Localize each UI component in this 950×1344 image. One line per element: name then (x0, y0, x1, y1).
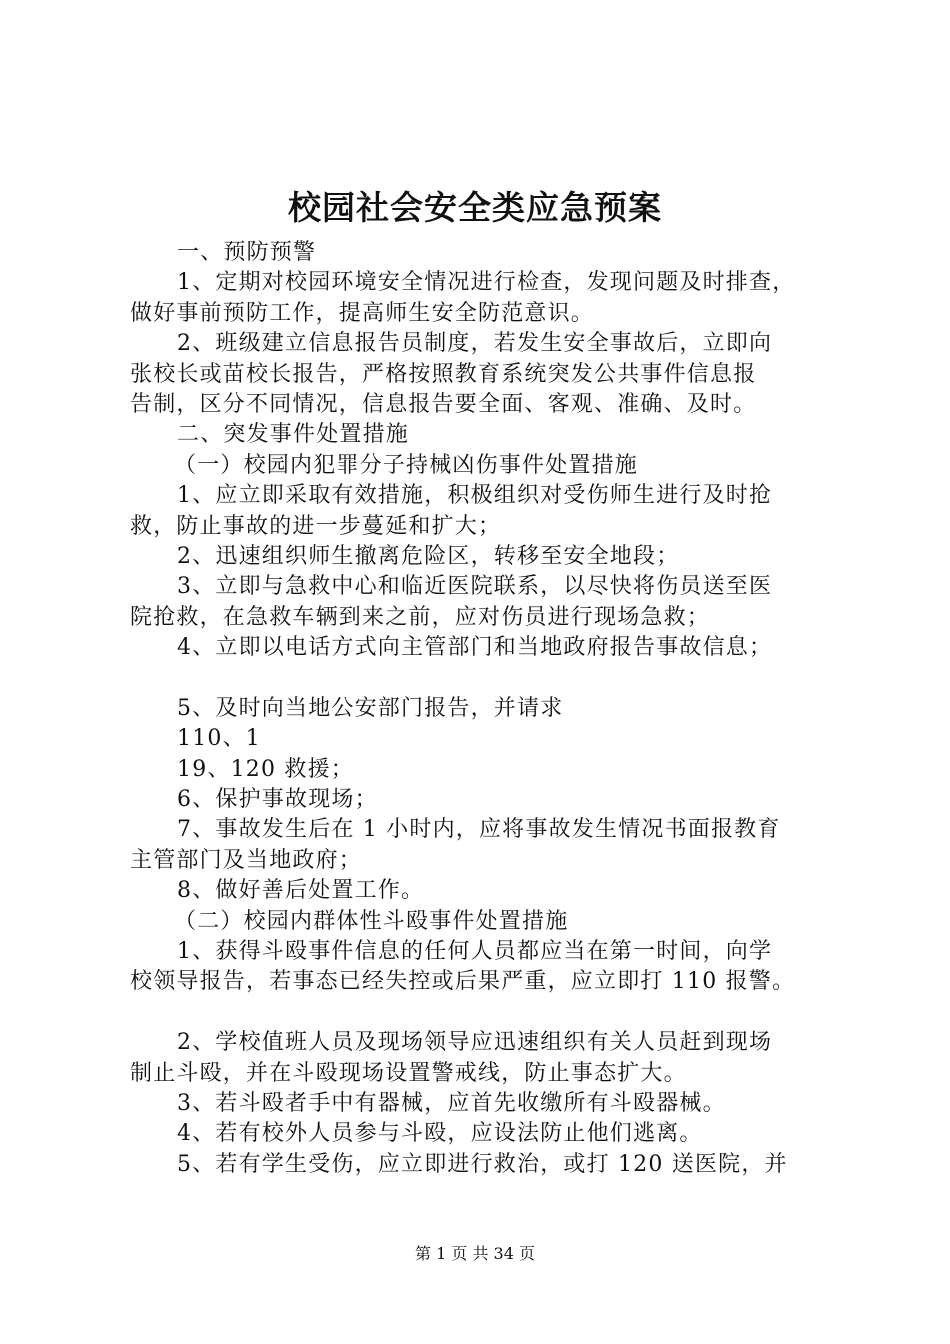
paragraph-line: 4、若有校外人员参与斗殴，应设法防止他们逃离。 (177, 1121, 703, 1147)
blank-line (130, 663, 845, 693)
paragraph-line: 1、应立即采取有效措施，积极组织对受伤师生进行及时抢 (177, 483, 773, 509)
blank-line (130, 998, 845, 1028)
paragraph-line: 19、120 救援； (177, 756, 354, 782)
paragraph-line: 1、定期对校园环境安全情况进行检查，发现问题及时排查， (177, 270, 796, 296)
paragraph-line: 4、立即以电话方式向主管部门和当地政府报告事故信息； (177, 635, 773, 661)
paragraph-line: 8、做好善后处置工作。 (177, 878, 425, 904)
page-number-footer: 第 1 页 共 34 页 (415, 1244, 535, 1263)
paragraph-line: 做好事前预防工作，提高师生安全防范意识。 (130, 300, 595, 326)
paragraph-line: 救，防止事故的进一步蔓延和扩大； (130, 513, 502, 539)
paragraph-line: 2、迅速组织师生撤离危险区，转移至安全地段； (177, 543, 680, 569)
paragraph-line: 5、及时向当地公安部门报告，并请求 (177, 695, 564, 721)
paragraph-line: 110、1 (177, 726, 261, 752)
paragraph-line: 3、立即与急救中心和临近医院联系，以尽快将伤员送至医 (177, 574, 773, 600)
document-title: 校园社会安全类应急预案 (288, 188, 662, 227)
paragraph-line: 张校长或苗校长报告，严格按照教育系统突发公共事件信息报 (130, 361, 757, 387)
section-heading: 二、突发事件处置措施 (177, 422, 410, 448)
paragraph-line: 制止斗殴，并在斗殴现场设置警戒线，防止事态扩大。 (130, 1060, 687, 1086)
paragraph-line: 1、获得斗殴事件信息的任何人员都应当在第一时间，向学 (177, 938, 773, 964)
paragraph-line: 5、若有学生受伤，应立即进行救治，或打 120 送医院，并 (177, 1151, 788, 1177)
paragraph-line: 2、班级建立信息报告员制度，若发生安全事故后，立即向 (177, 331, 773, 357)
paragraph-line: 6、保护事故现场； (177, 787, 378, 813)
paragraph-line: 2、学校值班人员及现场领导应迅速组织有关人员赶到现场 (177, 1030, 773, 1056)
paragraph-line: 7、事故发生后在 1 小时内，应将事故发生情况书面报教育 (177, 817, 781, 843)
subsection-heading: （一）校园内犯罪分子持械凶伤事件处置措施 (174, 452, 639, 478)
paragraph-line: 3、若斗殴者手中有器械，应首先收缴所有斗殴器械。 (177, 1090, 726, 1116)
document-body (130, 238, 845, 1180)
paragraph-line: 主管部门及当地政府； (130, 847, 363, 873)
section-heading: 一、预防预警 (177, 240, 317, 265)
paragraph-line: 告制，区分不同情况，信息报告要全面、客观、准确、及时。 (130, 391, 757, 417)
subsection-heading: （二）校园内群体性斗殴事件处置措施 (174, 908, 569, 934)
paragraph-line: 院抢救，在急救车辆到来之前，应对伤员进行现场急救； (130, 604, 711, 630)
paragraph-line: 校领导报告，若事态已经失控或后果严重，应立即打 110 报警。 (130, 969, 796, 995)
